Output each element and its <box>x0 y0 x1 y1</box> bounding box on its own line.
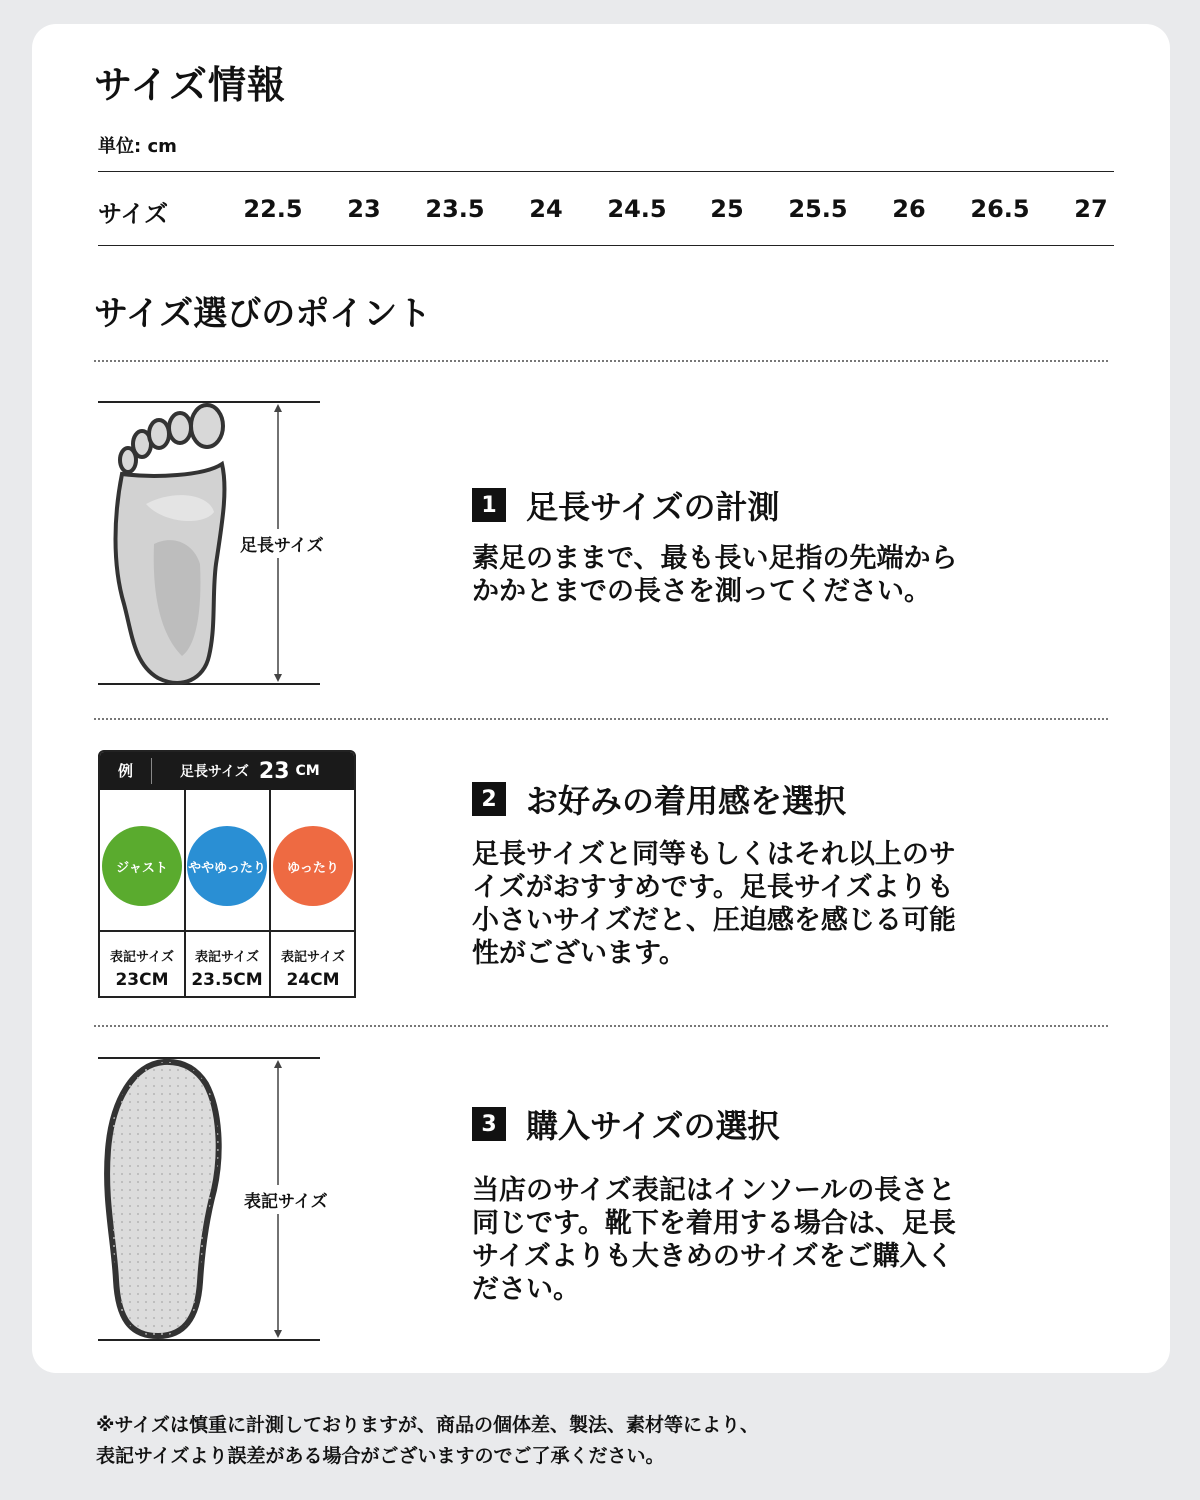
text-line: 当店のサイズ表記はインソールの長さと <box>472 1175 956 1206</box>
footer-note <box>96 1410 759 1472</box>
text-line: 小さいサイズだと、圧迫感を感じる可能 <box>472 905 956 936</box>
step-3-text <box>472 1174 992 1306</box>
size-value: 25 <box>710 195 744 223</box>
example-foot-label: 足長サイズ <box>180 764 249 780</box>
size-value: 24 <box>529 195 563 223</box>
size-value: 23 <box>347 195 381 223</box>
footer-line: 表記サイズより誤差がある場合がございますのでご了承ください。 <box>96 1445 665 1467</box>
foot-length-label: 足長サイズ <box>240 529 324 558</box>
text-line: 足長サイズと同等もしくはそれ以上のサ <box>472 839 956 870</box>
marked-size-label: 表記サイズ <box>110 950 174 965</box>
divider <box>94 360 1108 362</box>
example-header <box>100 752 354 790</box>
footer-line: ※サイズは慎重に計測しておりますが、商品の個体差、製法、素材等により、 <box>96 1414 759 1436</box>
step-2-text <box>472 838 992 970</box>
size-value: 24.5 <box>607 195 667 223</box>
divider <box>94 718 1108 720</box>
text-line: イズがおすすめです。足長サイズよりも <box>472 872 954 903</box>
text-line: 同じです。靴下を着用する場合は、足長 <box>472 1208 956 1239</box>
text-line: ださい。 <box>472 1274 580 1305</box>
marked-size-label: 表記サイズ <box>195 950 259 965</box>
size-row-label: サイズ <box>98 200 169 228</box>
example-tag: 例 <box>100 758 152 784</box>
row-divider <box>100 930 354 932</box>
size-value: 26 <box>892 195 926 223</box>
unit-label: 単位: cm <box>98 136 177 157</box>
marked-size-figure-label: 表記サイズ <box>244 1185 328 1214</box>
divider <box>94 1025 1108 1027</box>
fit-circle-slightly-loose: ややゆったり <box>187 826 267 906</box>
column-divider <box>269 790 271 998</box>
column-divider <box>184 790 186 998</box>
points-title: サイズ選びのポイント <box>94 294 432 334</box>
size-value: 22.5 <box>243 195 303 223</box>
fit-circle-just: ジャスト <box>102 826 182 906</box>
fit-example-table <box>98 750 356 998</box>
step-3-badge: 3 <box>472 1107 506 1141</box>
step-3-heading <box>472 1101 779 1147</box>
step-2-title: お好みの着用感を選択 <box>526 782 847 820</box>
size-value: 26.5 <box>970 195 1030 223</box>
size-table-top-rule <box>98 171 1114 172</box>
marked-size-value: 24CM <box>286 970 340 990</box>
page-title: サイズ情報 <box>94 63 286 107</box>
size-value: 23.5 <box>425 195 485 223</box>
fit-circle-loose: ゆったり <box>273 826 353 906</box>
size-info-card <box>32 24 1170 1373</box>
marked-size-label: 表記サイズ <box>281 950 345 965</box>
marked-size-value: 23.5CM <box>191 970 263 990</box>
marked-size-value: 23CM <box>115 970 169 990</box>
size-table-bottom-rule <box>98 245 1114 246</box>
step-1-text <box>472 542 992 608</box>
step-3-title: 購入サイズの選択 <box>526 1107 780 1145</box>
step-1-title: 足長サイズの計測 <box>526 488 780 526</box>
example-foot-unit: CM <box>295 763 320 779</box>
step-1-badge: 1 <box>472 488 506 522</box>
step-2-badge: 2 <box>472 782 506 816</box>
text-line: 素足のままで、最も長い足指の先端から <box>472 543 958 574</box>
text-line: サイズよりも大きめのサイズをご購入く <box>472 1241 954 1272</box>
step-2-heading <box>472 776 846 822</box>
size-value: 25.5 <box>788 195 848 223</box>
text-line: かかとまでの長さを測ってください。 <box>472 576 931 607</box>
size-value: 27 <box>1074 195 1108 223</box>
example-foot-value: 23 <box>258 758 290 784</box>
step-1-heading <box>472 482 779 528</box>
text-line: 性がございます。 <box>472 938 686 969</box>
